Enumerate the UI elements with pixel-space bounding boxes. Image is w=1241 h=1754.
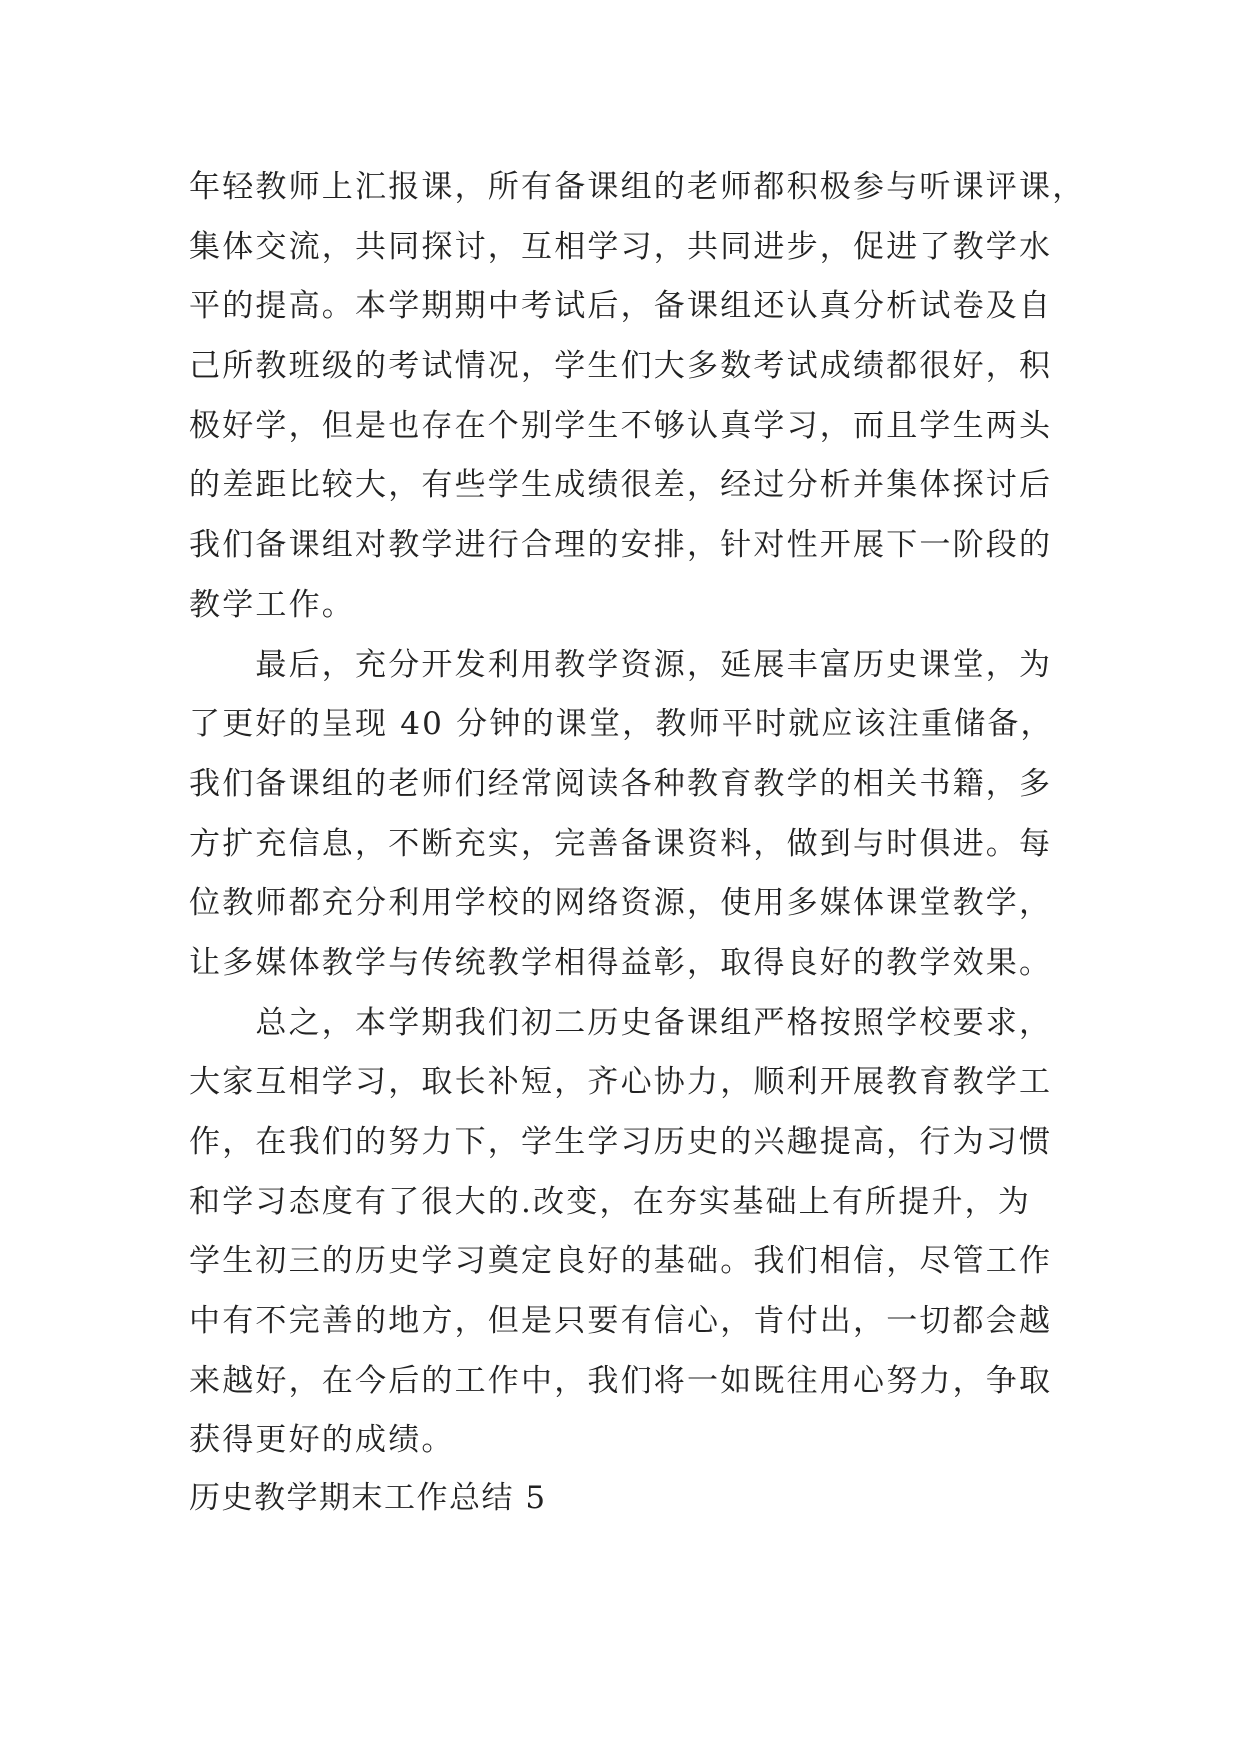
text-line: 年轻教师上汇报课，所有备课组的老师都积极参与听课评课， <box>189 169 1086 205</box>
text-line: 学生初三的历史学习奠定良好的基础。我们相信，尽管工作 <box>189 1243 1053 1280</box>
text-line: 总之，本学期我们初二历史备课组严格按照学校要求， <box>189 1004 1053 1041</box>
text-line: 来越好，在今后的工作中，我们将一如既往用心努力，争取 <box>189 1362 1053 1399</box>
section-heading: 历史教学期末工作总结 5 <box>189 1480 547 1516</box>
text-line: 我们备课组的老师们经常阅读各种教育教学的相关书籍，多 <box>189 765 1053 802</box>
text-line: 平的提高。本学期期中考试后，备课组还认真分析试卷及自 <box>189 288 1053 325</box>
text-line: 获得更好的成绩。 <box>189 1422 455 1459</box>
text-line: 方扩充信息，不断充实，完善备课资料，做到与时俱进。每 <box>189 825 1053 862</box>
text-line: 位教师都充分利用学校的网络资源，使用多媒体课堂教学， <box>189 885 1053 922</box>
text-line: 集体交流，共同探讨，互相学习，共同进步，促进了教学水 <box>189 228 1053 265</box>
text-line: 了更好的呈现 40 分钟的课堂，教师平时就应该注重储备， <box>189 706 1054 743</box>
text-line: 教学工作。 <box>189 586 355 623</box>
text-line: 中有不完善的地方，但是只要有信心，肯付出，一切都会越 <box>189 1303 1053 1340</box>
text-line: 的差距比较大，有些学生成绩很差，经过分析并集体探讨后 <box>189 467 1053 504</box>
text-line: 和学习态度有了很大的.改变，在夯实基础上有所提升，为 <box>189 1183 1032 1220</box>
text-line: 让多媒体教学与传统教学相得益彰，取得良好的教学效果。 <box>189 944 1053 981</box>
text-line: 大家互相学习，取长补短，齐心协力，顺利开展教育教学工 <box>189 1064 1053 1101</box>
text-line: 极好学，但是也存在个别学生不够认真学习，而且学生两头 <box>189 407 1053 444</box>
text-line: 作，在我们的努力下，学生学习历史的兴趣提高，行为习惯 <box>189 1124 1053 1160</box>
text-line: 最后，充分开发利用教学资源，延展丰富历史课堂，为 <box>189 646 1053 683</box>
text-line: 己所教班级的考试情况，学生们大多数考试成绩都很好，积 <box>189 348 1053 385</box>
text-line: 我们备课组对教学进行合理的安排，针对性开展下一阶段的 <box>189 527 1053 564</box>
body-text <box>189 158 1089 1471</box>
